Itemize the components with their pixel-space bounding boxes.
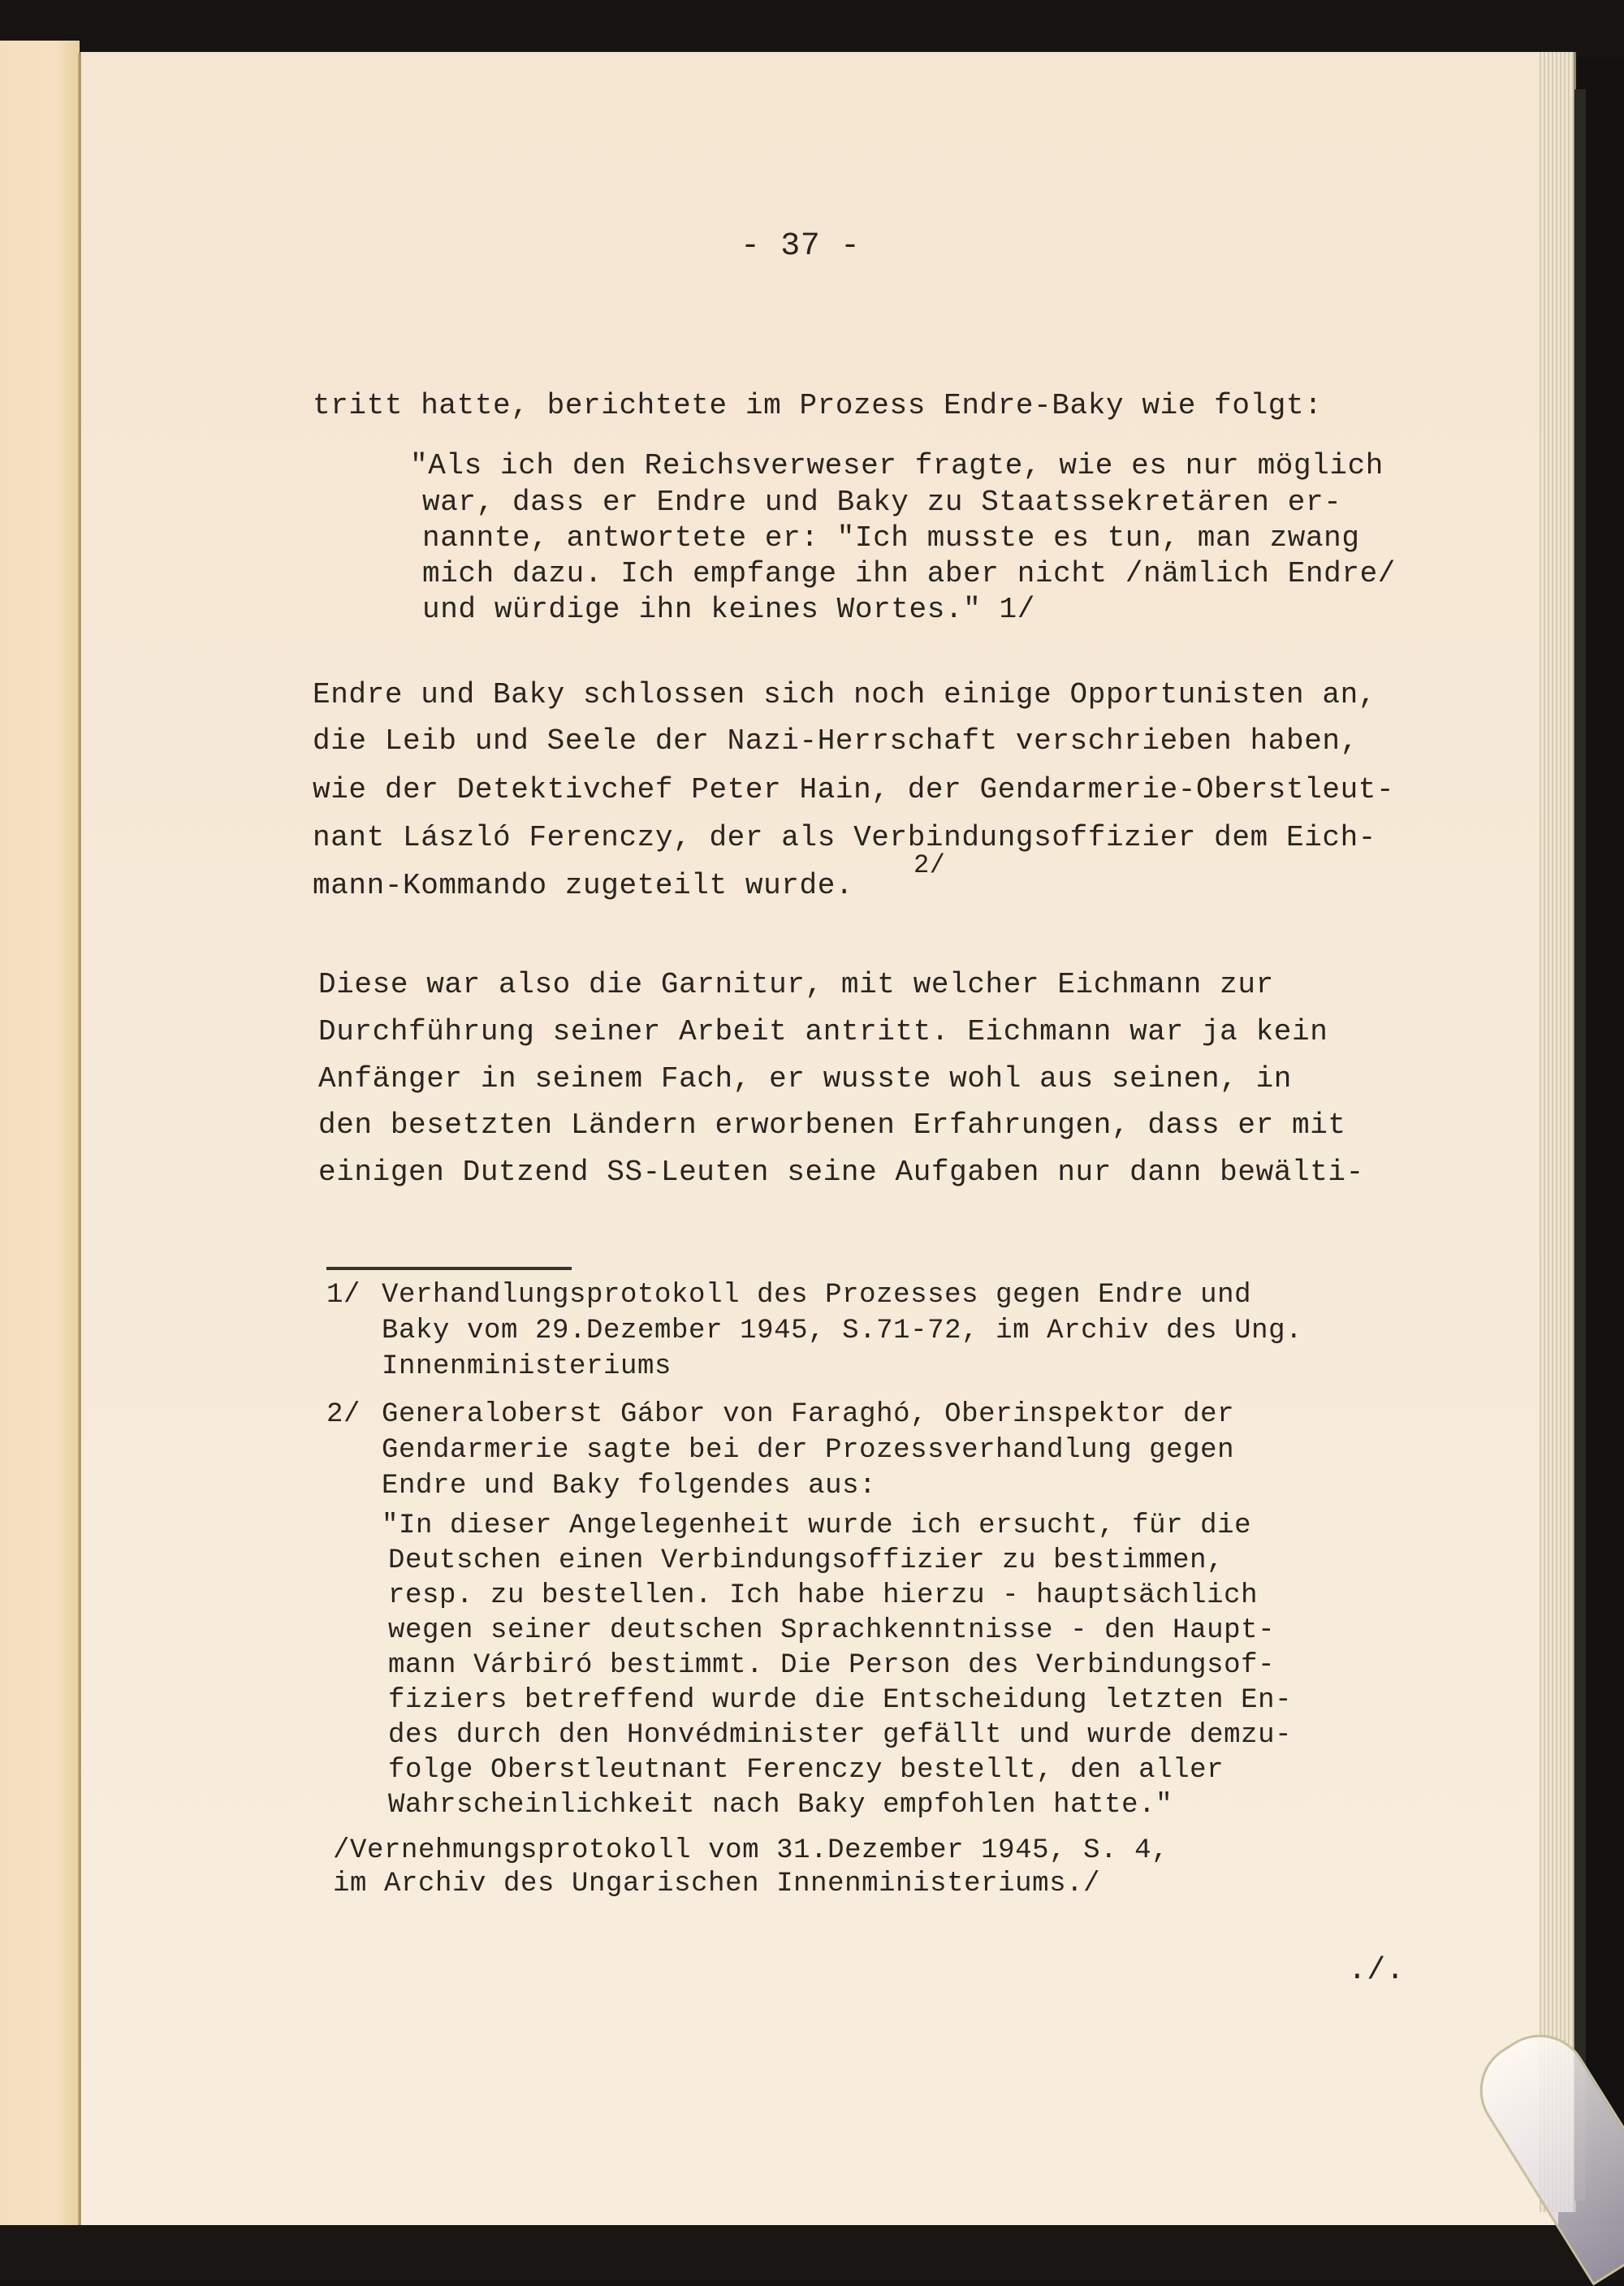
page-number: - 37 - [741,228,861,265]
quote-line: mich dazu. Ich empfange ihn aber nicht /nämlich Endre/ [422,557,1396,590]
footnote-line: Gendarmerie sagte bei der Prozessverhandlung gegen [382,1435,1235,1466]
footnote-line: Generaloberst Gábor von Faraghó, Oberinspektor der [382,1399,1235,1430]
footnote-line: Endre und Baky folgendes aus: [382,1471,877,1502]
footnote-quote-line: Deutschen einen Verbindungsoffizier zu bestimmen, [388,1545,1224,1576]
paragraph-line: die Leib und Seele der Nazi-Herrschaft verschrieben haben, [313,724,1358,758]
footnote-quote-line: "In dieser Angelegenheit wurde ich ersucht, für die [382,1510,1252,1541]
paragraph-line: wie der Detektivchef Peter Hain, der Gendarmerie-Oberstleut- [313,773,1395,806]
footnote-line: Baky vom 29.Dezember 1945, S.71-72, im Archiv des Ung. [382,1316,1303,1346]
quote-line: und würdige ihn keines Wortes." 1/ [422,593,1035,626]
paragraph-line: den besetzten Ländern erworbenen Erfahrungen, dass er mit [318,1108,1346,1142]
footnote-quote-line: fiziers betreffend wurde die Entscheidung letzten En- [388,1685,1293,1716]
paragraph-line: nant László Ferenczy, der als Verbindungsoffizier dem Eich- [313,821,1377,854]
quote-line: nannte, antwortete er: "Ich musste es tun, man zwang [422,521,1360,555]
footnote-quote-line: resp. zu bestellen. Ich habe hierzu - hauptsächlich [388,1580,1259,1611]
paragraph-line: einigen Dutzend SS-Leuten seine Aufgaben nur dann bewälti- [318,1156,1364,1189]
paragraph-line: Endre und Baky schlossen sich noch einige Opportunisten an, [313,678,1377,711]
footnote-quote-line: Wahrscheinlichkeit nach Baky empfohlen hatte." [388,1790,1173,1821]
footnote-quote-line: folge Oberstleutnant Ferenczy bestellt, den aller [388,1755,1224,1786]
continuation-mark: ./. [1348,1953,1406,1988]
paragraph-line: Anfänger in seinem Fach, er wusste wohl aus seinen, in [318,1062,1292,1095]
quote-line: war, dass er Endre und Baky zu Staatssekretären er- [422,486,1342,519]
left-page-edge [0,41,80,2278]
footnote-quote-line: wegen seiner deutschen Sprachkenntnisse - den Haupt- [388,1615,1276,1646]
footnote-source-line: /Vernehmungsprotokoll vom 31.Dezember 1945, S. 4, [333,1835,1169,1866]
background-top [0,0,1624,57]
paragraph-line: Diese war also die Garnitur, mit welcher Eichmann zur [318,968,1274,1001]
page-stack-edge [1540,52,1576,2212]
book-cover-edge [1574,89,1586,2201]
footnote-marker: 1/ [326,1280,361,1311]
book-gutter [78,54,81,2226]
footnote-separator [326,1267,572,1270]
footnote-line: Innenministeriums [382,1351,672,1382]
footnote-quote-line: des durch den Honvédminister gefällt und wurde demzu- [388,1720,1293,1751]
quote-line: "Als ich den Reichsverweser fragte, wie es nur möglich [410,449,1384,482]
footnote-source-line: im Archiv des Ungarischen Innenministeriums./ [333,1869,1101,1899]
background-bottom [0,2225,1624,2280]
footnote-quote-line: mann Várbiró bestimmt. Die Person des Verbindungsof- [388,1650,1276,1681]
paragraph-line: Durchführung seiner Arbeit antritt. Eichmann war ja kein [318,1015,1328,1048]
footnote-reference: 2/ [914,850,946,880]
footnote-marker: 2/ [326,1399,361,1430]
paragraph-line: mann-Kommando zugeteilt wurde. [313,869,854,902]
footnote-line: Verhandlungsprotokoll des Prozesses gegen Endre und [382,1280,1252,1311]
intro-line: tritt hatte, berichtete im Prozess Endre-Baky wie folgt: [313,389,1323,422]
